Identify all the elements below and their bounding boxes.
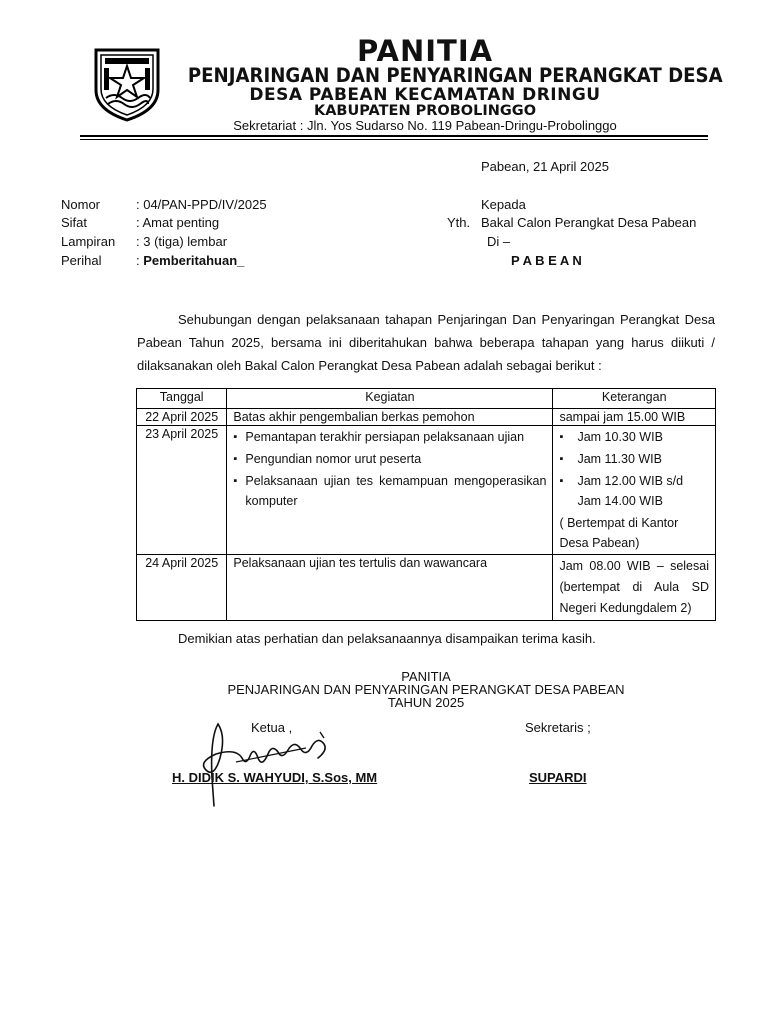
meta-label-nomor: Nomor [61, 197, 101, 212]
meta-label-lampiran: Lampiran [61, 234, 116, 249]
row1-activity: Batas akhir pengembalian berkas pemohon [227, 409, 553, 426]
letterhead-village: DESA PABEAN KECAMATAN DRINGU [249, 85, 601, 105]
handwritten-signature [196, 718, 346, 810]
header-keterangan: Keterangan [553, 389, 716, 409]
list-item: ▪ Jam 12.00 WIB s/d Jam 14.00 WIB [559, 471, 709, 511]
signoff-year: TAHUN 2025 [387, 695, 465, 710]
body-text: Sehubungan dengan pelaksanaan tahapan Penjaringan Dan Penyaringan Perangkat Desa Pabean Tahun 2025, bersama ini diberitahukan bahwa beberapa tahapan yang harus diikuti / dilaksanakan oleh Bakal Calon Perangkat Desa Pabean adalah sebagai berikut : [137, 312, 715, 373]
row3-note: Jam 08.00 WIB – selesai (bertempat di Aula SD Negeri Kedungdalem 2) [553, 555, 716, 621]
recipient-kepada: Kepada [481, 197, 526, 212]
recipient-name: Bakal Calon Perangkat Desa Pabean [481, 215, 697, 230]
signoff-org-name: PENJARINGAN DAN PENYARINGAN PERANGKAT DESA PABEAN [227, 682, 625, 697]
letterhead-address: Sekretariat : Jln. Yos Sudarso No. 119 Pabean-Dringu-Probolinggo [233, 118, 617, 133]
header-kegiatan: Kegiatan [227, 389, 553, 409]
row2-notes [553, 426, 716, 555]
list-item: ▪ Pemantapan terakhir persiapan pelaksanaan ujian [233, 427, 546, 447]
recipient-place: P A B E A N [511, 253, 582, 268]
meta-value-perihal [136, 252, 244, 270]
row3-activity: Pelaksanaan ujian tes tertulis dan wawancara [227, 555, 553, 621]
row2-note-list [559, 427, 709, 511]
regency-emblem-logo [92, 46, 162, 122]
row2-activities [227, 426, 553, 555]
recipient-di: Di – [487, 234, 511, 249]
header-tanggal: Tanggal [137, 389, 227, 409]
meta-label-perihal: Perihal [61, 253, 102, 268]
meta-label-sifat: Sifat [61, 215, 88, 230]
body-paragraph [137, 308, 715, 377]
meta-value-sifat: : Amat penting [136, 215, 220, 230]
place-date: Pabean, 21 April 2025 [481, 159, 609, 174]
signoff-left-title: Ketua , [251, 720, 293, 735]
table-row [137, 409, 716, 426]
recipient-yth: Yth. [447, 215, 471, 230]
meta-perihal-prefix: : [136, 253, 144, 268]
meta-value-nomor: : 04/PAN-PPD/IV/2025 [136, 197, 267, 212]
row1-date: 22 April 2025 [137, 409, 227, 426]
signoff-left-name: H. DIDIK S. WAHYUDI, S.Sos, MM [172, 770, 378, 785]
list-item: ▪ Jam 11.30 WIB [559, 449, 709, 469]
letterhead-committee: PENJARINGAN DAN PENYARINGAN PERANGKAT DESA [187, 64, 723, 87]
row1-note: sampai jam 15.00 WIB [553, 409, 716, 426]
table-header-row [137, 389, 716, 409]
row2-date: 23 April 2025 [137, 426, 227, 555]
letterhead-divider-thin [80, 139, 708, 140]
table-row [137, 555, 716, 621]
letterhead-divider-thick [80, 135, 708, 137]
meta-perihal-subject: Pemberitahuan_ [143, 253, 245, 268]
row2-activity-list [233, 427, 546, 511]
meta-value-lampiran: : 3 (tiga) lembar [136, 234, 228, 249]
table-row [137, 426, 716, 555]
row2-extra-note: ( Bertempat di Kantor Desa Pabean) [559, 516, 679, 550]
signoff-org-title: PANITIA [401, 669, 451, 684]
signoff-right-name: SUPARDI [529, 770, 587, 785]
letterhead-title: PANITIA [356, 34, 494, 68]
letterhead-regency: KABUPATEN PROBOLINGGO [313, 103, 537, 119]
schedule-table [136, 388, 716, 621]
signoff-right-title: Sekretaris ; [525, 720, 591, 735]
row3-date: 24 April 2025 [137, 555, 227, 621]
list-item: ▪ Pelaksanaan ujian tes kemampuan mengoperasikan komputer [233, 471, 546, 511]
list-item: ▪ Jam 10.30 WIB [559, 427, 709, 447]
closing-sentence: Demikian atas perhatian dan pelaksanaannya disampaikan terima kasih. [178, 631, 596, 646]
list-item: ▪ Pengundian nomor urut peserta [233, 449, 546, 469]
